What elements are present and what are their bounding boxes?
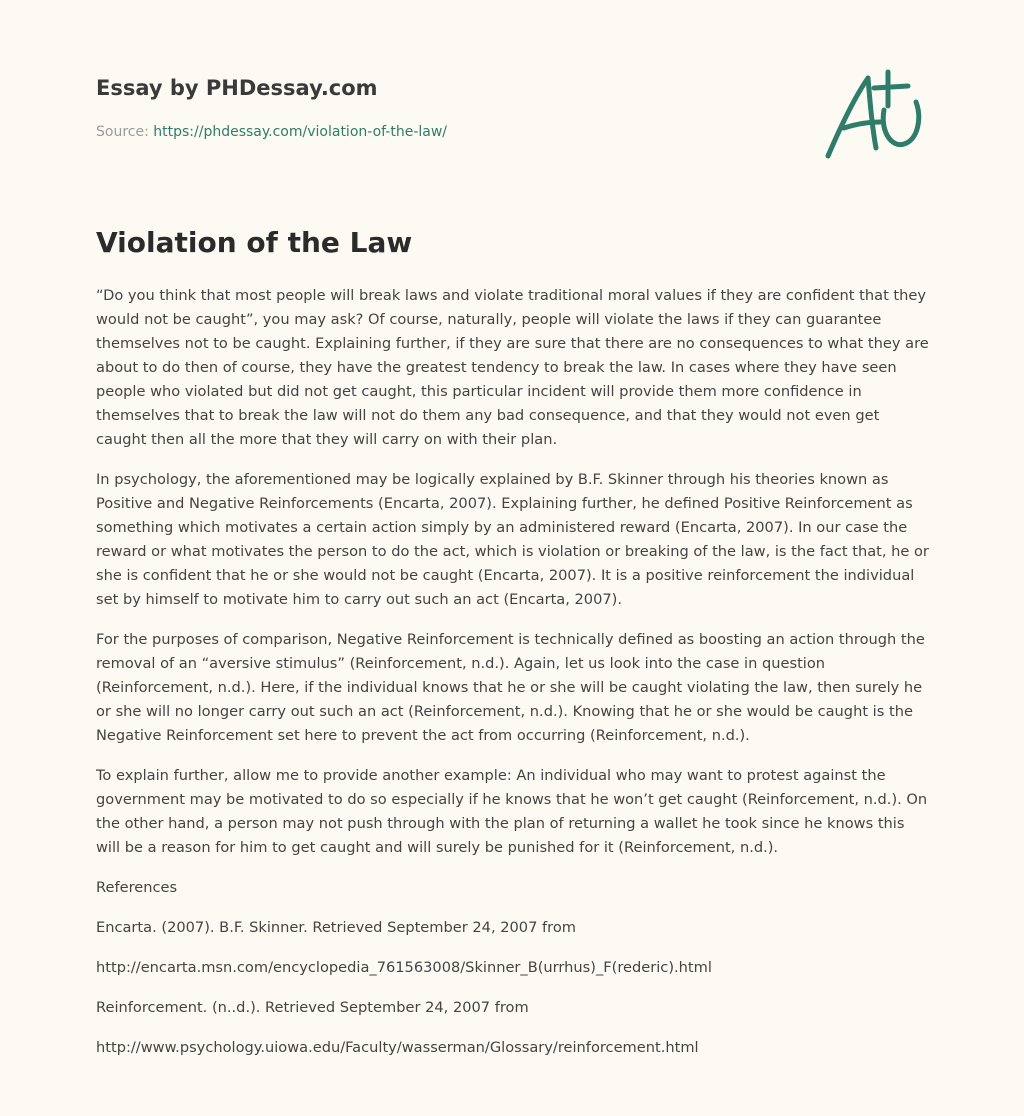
reference-url: http://encarta.msn.com/encyclopedia_761563008/Skinner_B(urrhus)_F(rederic).html [96, 959, 712, 976]
a-plus-logo-icon [822, 68, 928, 164]
essay-title: Violation of the Law [96, 226, 413, 259]
reference-url: http://www.psychology.uiowa.edu/Faculty/wasserman/Glossary/reinforcement.html [96, 1039, 699, 1056]
source-line [96, 124, 447, 140]
site-brand: Essay by PHDessay.com [96, 76, 378, 100]
essay-paragraph: “Do you think that most people will break laws and violate traditional moral values if they are confident that they would not be caught”, you may ask? Of course, naturally, people will violate the laws if they can guarantee themselves not to be caught. Explaining further, if they are sure that there are no consequences to what they are about to do then of course, they have the greatest tendency to break the law. In cases where they have seen people who violated but did not get caught, this particular incident will provide them more confidence in themselves that to break the law will not do them any bad consequence, and that they would not even get caught then all the more that they will carry on with their plan. [96, 287, 929, 448]
source-link[interactable]: https://phdessay.com/violation-of-the-law/ [153, 124, 448, 140]
essay-paragraph: For the purposes of comparison, Negative Reinforcement is technically defined as boosting an action through the removal of an “aversive stimulus” (Reinforcement, n.d.). Again, let us look into the case in question (Reinforcement, n.d.). Here, if the individual knows that he or she will be caught violating the law, then surely he or she will no longer carry out such an act (Reinforcement, n.d.). Knowing that he or she would be caught is the Negative Reinforcement set here to prevent the act from occurring (Reinforcement, n.d.). [96, 631, 925, 744]
references-heading: References [96, 879, 178, 896]
site-header [96, 72, 930, 182]
essay-paragraph: To explain further, allow me to provide another example: An individual who may want to protest against the government may be motivated to do so especially if he knows that he won’t get caught (Reinforcement, n.d.). On the other hand, a person may not push through with the plan of returning a wallet he took since he knows this will be a reason for him to get caught and will surely be punished for it (Reinforcement, n.d.). [96, 767, 928, 856]
essay-body [96, 284, 930, 1076]
source-label: Source: [96, 124, 154, 140]
essay-paragraph: In psychology, the aforementioned may be logically explained by B.F. Skinner through his theories known as Positive and Negative Reinforcements (Encarta, 2007). Explaining further, he defined Positive Reinforcement as something which motivates a certain action simply by an administered reward (Encarta, 2007). In our case the reward or what motivates the person to do the act, which is violation or breaking of the law, is the fact that, he or she is confident that he or she would not be caught (Encarta, 2007). It is a positive reinforcement the individual set by himself to motivate him to carry out such an act (Encarta, 2007). [96, 471, 929, 608]
reference-entry: Encarta. (2007). B.F. Skinner. Retrieved September 24, 2007 from [96, 919, 576, 936]
reference-entry: Reinforcement. (n..d.). Retrieved September 24, 2007 from [96, 999, 529, 1016]
